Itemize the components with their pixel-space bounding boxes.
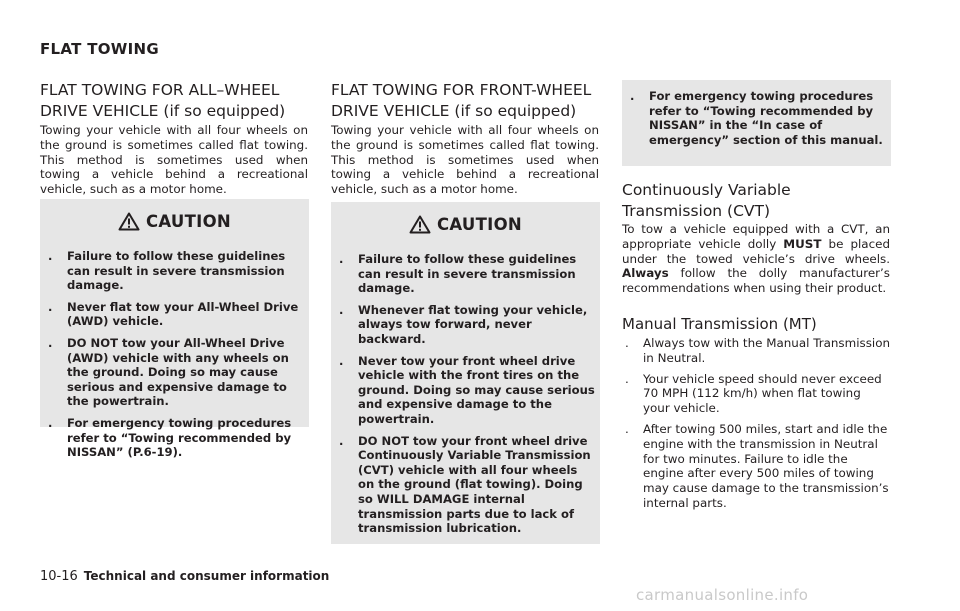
caution-item: . Failure to follow these guidelines can result in severe transmission damage.	[48, 249, 286, 293]
caution-item: . Never flat tow your All-Wheel Drive (AWD) vehicle.	[48, 299, 299, 329]
section-title-cvt: Continuously Variable Transmission (CVT)	[622, 181, 791, 220]
section-title-fwd: FLAT TOWING FOR FRONT-WHEEL DRIVE VEHICLE (if so equipped)	[331, 81, 592, 120]
mt-item: . After towing 500 miles, start and idle the engine with the transmission in Neutral for two minutes. Failure to idle the engine after every 500 miles of towing may cause damage to the transmission’s internal parts.	[625, 421, 889, 510]
caution-item: . For emergency towing procedures refer to “Towing recommended by NISSAN” in the “In case of emergency” section of this manual.	[630, 89, 883, 147]
caution-heading	[331, 215, 600, 234]
caution-box-awd	[40, 199, 309, 460]
page-header: FLAT TOWING	[40, 40, 159, 58]
section-body-cvt: To tow a vehicle equipped with a CVT, an appropriate vehicle dolly MUST be placed under the towed vehicle’s drive wheels. Always follow the dolly manufacturer’s recommendations when using their product.	[622, 222, 890, 296]
caution-item: . DO NOT tow your front wheel drive Continuously Variable Transmission (CVT) vehicle with all four wheels on the ground (flat towing). Doing so WILL DAMAGE internal transmission parts due to lack of transmission lubrication.	[339, 433, 591, 536]
page-footer	[40, 568, 329, 584]
mt-list	[622, 336, 890, 517]
warning-triangle-icon	[409, 215, 431, 234]
section-body-awd: Towing your vehicle with all four wheels on the ground is sometimes called flat towing. This method is sometimes used when towing a vehicle behind a recreational vehicle, such as a motor home.	[40, 123, 308, 197]
mt-item: . Your vehicle speed should never exceed 70 MPH (112 km/h) when flat towing your vehicle.	[625, 371, 882, 416]
section-body-fwd: Towing your vehicle with all four wheels on the ground is sometimes called flat towing. This method is sometimes used when towing a vehicle behind a recreational vehicle, such as a motor home.	[331, 123, 599, 197]
watermark: carmanualsonline.info	[636, 586, 809, 604]
caution-list-awd	[46, 249, 304, 467]
caution-item: . Failure to follow these guidelines can result in severe transmission damage.	[339, 252, 577, 296]
caution-item: . Whenever flat towing your vehicle, always tow forward, never backward.	[339, 302, 588, 346]
caution-label: CAUTION	[145, 212, 232, 231]
caution-list-fwd	[337, 252, 595, 543]
warning-triangle-icon	[118, 212, 140, 231]
page-number: 10-16	[40, 569, 78, 584]
mt-item: . Always tow with the Manual Transmission in Neutral.	[625, 336, 891, 365]
section-title-mt: Manual Transmission (MT)	[622, 315, 817, 333]
caution-heading	[40, 212, 309, 231]
caution-box-fwd	[331, 202, 600, 544]
caution-item: . Never tow your front wheel drive vehicle with the front tires on the ground. Doing so may cause serious and expensive damage to the powertrain.	[339, 353, 595, 426]
caution-box-continued	[622, 80, 891, 166]
caution-item: . DO NOT tow your All-Wheel Drive (AWD) vehicle with any wheels on the ground. Doing so may cause serious and expensive damage to the powertrain.	[48, 335, 289, 409]
footer-title: Technical and consumer information	[83, 569, 330, 583]
caution-label: CAUTION	[436, 215, 523, 234]
caution-item: . For emergency towing procedures refer to “Towing recommended by NISSAN” (P.6-19).	[48, 415, 292, 460]
section-title-awd: FLAT TOWING FOR ALL–WHEEL DRIVE VEHICLE (if so equipped)	[40, 81, 286, 120]
